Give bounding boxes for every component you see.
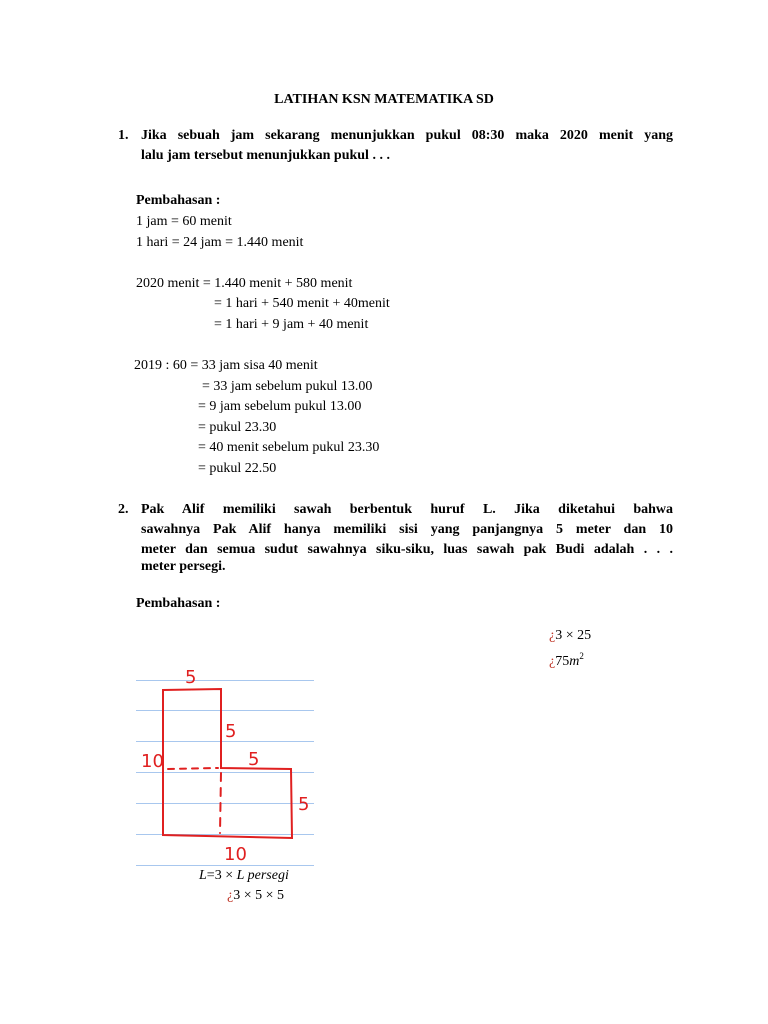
result-value: 75 xyxy=(555,654,570,669)
formula-multiplier: =3 × xyxy=(206,868,237,883)
question-1-line-2: lalu jam tersebut menunjukkan pukul . . . xyxy=(141,148,390,163)
formula-lhs: L xyxy=(199,868,207,883)
question-2-line-4: meter persegi. xyxy=(141,559,226,574)
dashed-vertical xyxy=(220,773,221,833)
q1-work-line: 1 hari = 24 jam = 1.440 menit xyxy=(136,235,304,250)
sketch-label-inner-vertical: 5 xyxy=(225,721,237,742)
formula-line-1 xyxy=(199,868,289,884)
result-expression: 3 × 25 xyxy=(555,628,592,643)
inverted-question-mark: ¿ xyxy=(227,888,234,903)
question-2-line-1: Pak Alif memiliki sawah berbentuk huruf L. Jika diketahui bahwa xyxy=(141,502,673,517)
formula-expansion: 3 × 5 × 5 xyxy=(233,888,285,903)
question-2-line-2: sawahnya Pak Alif hanya memiliki sisi yang panjangnya 5 meter dan 10 xyxy=(141,522,673,537)
q1-work-line: = 40 menit sebelum pukul 23.30 xyxy=(198,440,380,455)
l-shape-outline xyxy=(163,689,292,838)
q1-work-line: 2019 : 60 = 33 jam sisa 40 menit xyxy=(134,358,318,373)
dashed-horizontal xyxy=(168,768,218,769)
formula-line-2 xyxy=(227,888,284,904)
inverted-question-mark: ¿ xyxy=(549,654,556,669)
result-exponent: 2 xyxy=(579,651,584,661)
formula-variable: L persegi xyxy=(236,868,289,883)
q1-work-line: 1 jam = 60 menit xyxy=(136,214,232,229)
sketch-label-inner-horizontal: 5 xyxy=(248,749,260,770)
q1-work-line: = 1 hari + 9 jam + 40 menit xyxy=(214,317,369,332)
question-1-number: 1. xyxy=(118,128,129,143)
q1-work-line: = 1 hari + 540 menit + 40menit xyxy=(214,296,390,311)
result-unit: m xyxy=(569,654,580,669)
question-2-number: 2. xyxy=(118,502,129,517)
sketch-label-left: 10 xyxy=(141,751,164,772)
question-1-line-1: Jika sebuah jam sekarang menunjukkan pukul 08:30 maka 2020 menit yang xyxy=(141,128,673,143)
l-shape-sketch xyxy=(130,665,330,870)
result-line-1 xyxy=(549,628,591,644)
question-2-line-3: meter dan semua sudut sawahnya siku-siku, luas sawah pak Budi adalah . . . xyxy=(141,542,673,557)
q1-work-line: 2020 menit = 1.440 menit + 580 menit xyxy=(136,276,353,291)
q1-pembahasan-label: Pembahasan : xyxy=(136,193,221,208)
inverted-question-mark: ¿ xyxy=(549,628,556,643)
q1-work-line: = 33 jam sebelum pukul 13.00 xyxy=(202,379,373,394)
result-line-2 xyxy=(549,651,584,670)
sketch-label-right: 5 xyxy=(298,794,310,815)
page-title: LATIHAN KSN MATEMATIKA SD xyxy=(274,92,494,107)
sketch-label-bottom: 10 xyxy=(224,844,247,865)
q1-work-line: = pukul 23.30 xyxy=(198,420,277,435)
q1-work-line: = pukul 22.50 xyxy=(198,461,277,476)
q2-pembahasan-label: Pembahasan : xyxy=(136,596,221,611)
sketch-label-top: 5 xyxy=(185,667,197,688)
q1-work-line: = 9 jam sebelum pukul 13.00 xyxy=(198,399,362,414)
